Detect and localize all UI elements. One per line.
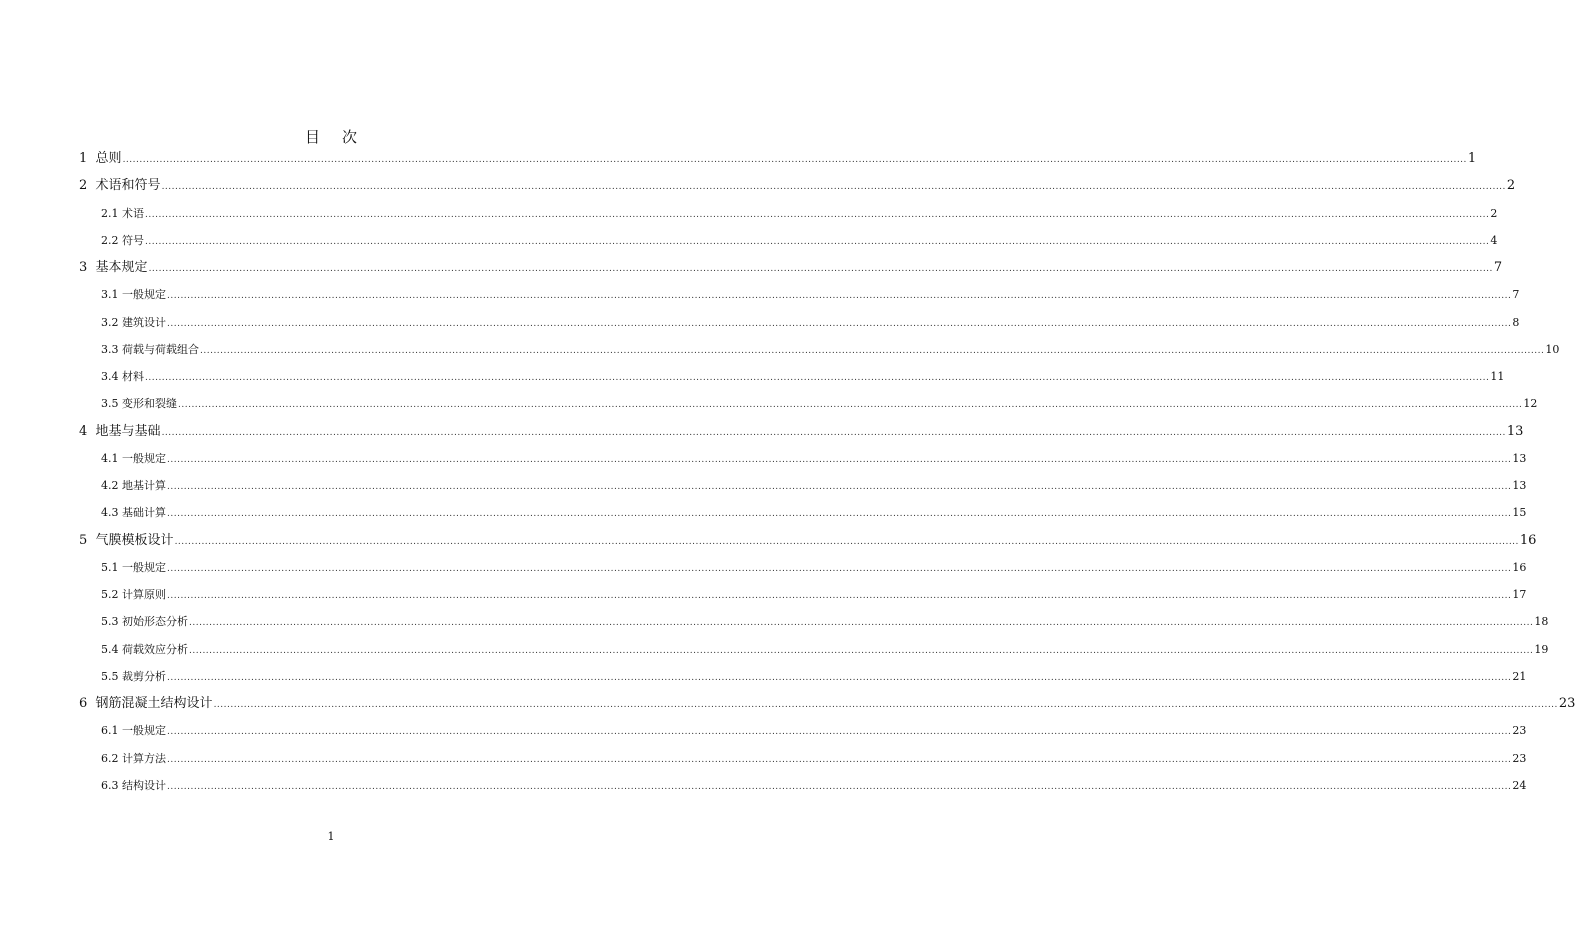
toc-chapter-entry[interactable]	[79, 151, 1477, 167]
toc-entry-number: 2.1	[101, 206, 119, 220]
toc-entry-page: 19	[1534, 642, 1549, 656]
toc-entry-number: 4.3	[101, 506, 119, 520]
toc-entry-page: 7	[1493, 260, 1503, 275]
toc-entry-title: 荷载与荷载组合	[122, 342, 199, 356]
toc-entry-title: 一般规定	[122, 724, 166, 738]
toc-leader-dots: ................................................................................................................................................................................................................................................................................................................................................................................................................	[161, 427, 1506, 438]
toc-entry-page: 17	[1512, 588, 1527, 601]
toc-leader-dots: ................................................................................................................................................................................................................................................................................................................................................................................................................	[167, 318, 1512, 329]
toc-entry-page: 15	[1512, 506, 1527, 520]
toc-leader-dots: ................................................................................................................................................................................................................................................................................................................................................................................................................	[174, 536, 1519, 547]
toc-entry-number: 3	[79, 260, 88, 275]
toc-entry-number: 3.1	[101, 288, 119, 302]
toc-entry-title: 计算原则	[122, 588, 166, 601]
toc-entry-spacer	[87, 260, 95, 276]
toc-entry-page: 8	[1512, 315, 1520, 329]
toc-entry-page: 23	[1512, 751, 1527, 765]
toc-leader-dots: ................................................................................................................................................................................................................................................................................................................................................................................................................	[167, 454, 1512, 465]
toc-entry-title: 计算方法	[122, 751, 166, 765]
toc-entry-title: 钢筋混凝土结构设计	[95, 696, 213, 711]
toc-entry-title: 基础计算	[122, 506, 166, 520]
toc-section-entry[interactable]	[101, 233, 1498, 249]
toc-section-entry[interactable]	[101, 614, 1549, 630]
toc-entry-number: 5	[79, 532, 88, 548]
toc-leader-dots: ................................................................................................................................................................................................................................................................................................................................................................................................................	[167, 781, 1512, 792]
toc-entry-page: 16	[1512, 560, 1527, 574]
toc-entry-title: 材料	[122, 370, 144, 383]
toc-entry-page: 12	[1523, 397, 1538, 411]
toc-entry-page: 13	[1512, 451, 1527, 465]
toc-entry-title: 一般规定	[122, 288, 166, 302]
toc-entry-page: 1	[1467, 151, 1477, 166]
toc-leader-dots: ................................................................................................................................................................................................................................................................................................................................................................................................................	[189, 645, 1534, 656]
toc-heading	[0, 126, 662, 148]
toc-entry-title: 符号	[122, 233, 144, 247]
toc-leader-dots: ................................................................................................................................................................................................................................................................................................................................................................................................................	[167, 591, 1512, 601]
toc-leader-dots: ................................................................................................................................................................................................................................................................................................................................................................................................................	[200, 345, 1545, 356]
toc-entry-page: 21	[1512, 669, 1527, 683]
toc-leader-dots: ................................................................................................................................................................................................................................................................................................................................................................................................................	[161, 182, 1506, 193]
toc-section-entry[interactable]	[101, 560, 1527, 576]
toc-entry-page: 23	[1512, 724, 1527, 738]
toc-section-entry[interactable]	[101, 751, 1527, 767]
toc-leader-dots: ................................................................................................................................................................................................................................................................................................................................................................................................................	[189, 618, 1534, 629]
toc-entry-number: 6.2	[101, 751, 119, 765]
toc-entry-page: 4	[1490, 233, 1498, 247]
toc-entry-number: 6	[79, 696, 88, 711]
toc-leader-dots: ................................................................................................................................................................................................................................................................................................................................................................................................................	[178, 400, 1523, 411]
toc-heading-right: 次	[342, 128, 358, 146]
toc-leader-dots: ................................................................................................................................................................................................................................................................................................................................................................................................................	[167, 754, 1512, 765]
toc-entry-number: 4.2	[101, 479, 119, 492]
toc-entry-page: 2	[1506, 178, 1516, 194]
toc-entry-spacer	[87, 424, 95, 440]
toc-chapter-entry[interactable]	[79, 532, 1537, 549]
toc-chapter-entry[interactable]	[79, 260, 1503, 276]
toc-entry-page: 16	[1519, 532, 1537, 548]
toc-entry-title: 建筑设计	[122, 315, 166, 329]
toc-entry-title: 变形和裂缝	[122, 397, 177, 411]
toc-section-entry[interactable]	[101, 642, 1549, 658]
toc-entry-title: 基本规定	[95, 260, 148, 275]
toc-entry-spacer	[87, 533, 95, 549]
toc-leader-dots: ................................................................................................................................................................................................................................................................................................................................................................................................................	[122, 155, 1467, 165]
toc-entry-number: 2	[79, 178, 88, 194]
toc-entry-number: 4.1	[101, 451, 119, 465]
toc-entry-title: 术语	[122, 206, 144, 220]
toc-section-entry[interactable]	[101, 505, 1527, 521]
toc-leader-dots: ................................................................................................................................................................................................................................................................................................................................................................................................................	[148, 264, 1493, 274]
toc-entry-title: 气膜模板设计	[95, 532, 174, 548]
toc-leader-dots: ................................................................................................................................................................................................................................................................................................................................................................................................................	[167, 727, 1512, 738]
toc-entry-title: 一般规定	[122, 560, 166, 574]
toc-entry-spacer	[87, 151, 95, 167]
toc-entry-title: 地基计算	[122, 479, 166, 492]
toc-entry-number: 6.1	[101, 724, 119, 738]
toc-entry-title: 初始形态分析	[122, 615, 188, 629]
toc-heading-left: 目	[304, 128, 320, 146]
toc-leader-dots: ................................................................................................................................................................................................................................................................................................................................................................................................................	[145, 236, 1490, 247]
toc-leader-dots: ................................................................................................................................................................................................................................................................................................................................................................................................................	[167, 291, 1512, 302]
toc-entry-page: 13	[1512, 479, 1527, 492]
toc-entry-title: 总则	[95, 151, 122, 166]
toc-entry-number: 5.4	[101, 642, 119, 656]
toc-entry-number: 6.3	[101, 778, 119, 792]
toc-leader-dots: ................................................................................................................................................................................................................................................................................................................................................................................................................	[167, 509, 1512, 520]
toc-section-entry[interactable]	[101, 587, 1527, 603]
toc-entry-title: 结构设计	[122, 778, 166, 792]
toc-section-entry[interactable]	[101, 478, 1527, 494]
toc-entry-number: 3.4	[101, 370, 119, 383]
toc-section-entry[interactable]	[101, 723, 1527, 739]
toc-entry-number: 5.2	[101, 588, 119, 601]
toc-entry-title: 一般规定	[122, 451, 166, 465]
toc-entry-page: 10	[1545, 342, 1560, 356]
toc-leader-dots: ................................................................................................................................................................................................................................................................................................................................................................................................................	[167, 563, 1512, 574]
toc-section-entry[interactable]	[101, 315, 1520, 331]
toc-section-entry[interactable]	[101, 778, 1527, 794]
toc-entry-page: 11	[1490, 370, 1505, 383]
toc-entry-number: 3.3	[101, 342, 119, 356]
toc-entry-title: 裁剪分析	[122, 669, 166, 683]
toc-entry-number: 2.2	[101, 233, 119, 247]
toc-leader-dots: ................................................................................................................................................................................................................................................................................................................................................................................................................	[213, 700, 1558, 710]
toc-entry-number: 5.1	[101, 560, 119, 574]
toc-entry-title: 术语和符号	[95, 178, 161, 194]
toc-entry-page: 2	[1490, 206, 1498, 220]
toc-entry-title: 荷载效应分析	[122, 642, 188, 656]
toc-entry-page: 23	[1558, 696, 1575, 711]
toc-leader-dots: ................................................................................................................................................................................................................................................................................................................................................................................................................	[145, 373, 1490, 383]
toc-entry-number: 5.3	[101, 615, 119, 629]
toc-section-entry[interactable]	[101, 369, 1505, 385]
toc-entry-page: 13	[1506, 423, 1524, 439]
toc-chapter-entry[interactable]	[79, 696, 1575, 712]
toc-entry-number: 4	[79, 423, 88, 439]
toc-section-entry[interactable]	[101, 287, 1520, 303]
toc-entry-spacer	[87, 178, 95, 194]
toc-leader-dots: ................................................................................................................................................................................................................................................................................................................................................................................................................	[167, 482, 1512, 492]
page-number: 1	[327, 830, 335, 843]
toc-entry-number: 3.5	[101, 397, 119, 411]
toc-entry-page: 18	[1534, 615, 1549, 629]
toc-entry-page: 24	[1512, 778, 1527, 792]
toc-entry-page: 7	[1512, 288, 1520, 302]
toc-leader-dots: ................................................................................................................................................................................................................................................................................................................................................................................................................	[167, 672, 1512, 683]
toc-section-entry[interactable]	[101, 342, 1560, 358]
toc-section-entry[interactable]	[101, 451, 1527, 467]
toc-entry-number: 1	[79, 151, 88, 166]
toc-chapter-entry[interactable]	[79, 178, 1516, 194]
toc-section-entry[interactable]	[101, 396, 1538, 412]
toc-section-entry[interactable]	[101, 669, 1527, 685]
toc-leader-dots: ................................................................................................................................................................................................................................................................................................................................................................................................................	[145, 209, 1490, 220]
toc-chapter-entry[interactable]	[79, 423, 1524, 440]
toc-entry-title: 地基与基础	[95, 423, 161, 439]
toc-entry-spacer	[87, 696, 95, 712]
toc-entry-number: 3.2	[101, 315, 119, 329]
toc-entry-number: 5.5	[101, 669, 119, 683]
toc-section-entry[interactable]	[101, 206, 1498, 222]
